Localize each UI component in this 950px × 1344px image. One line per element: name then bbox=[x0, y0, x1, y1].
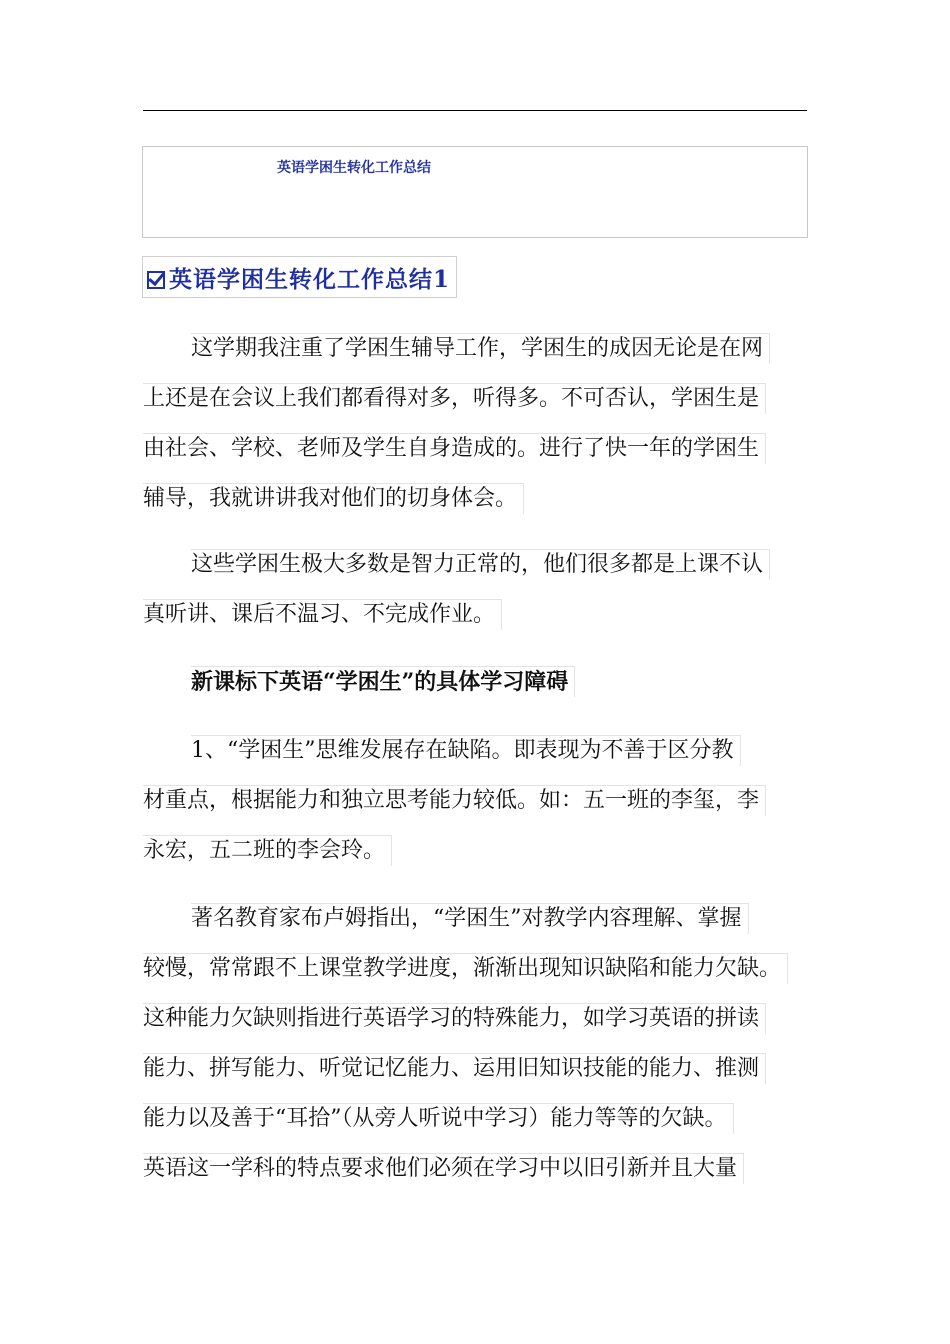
top-rule bbox=[143, 110, 807, 111]
text-line: 上还是在会议上我们都看得对多，听得多。不可否认，学困生是 bbox=[143, 381, 813, 431]
subheading bbox=[143, 664, 813, 714]
section-heading-text: 英语学困生转化工作总结1 bbox=[169, 265, 451, 293]
text-line: 著名教育家布卢姆指出，“学困生”对教学内容理解、掌握 bbox=[143, 901, 813, 951]
paragraph bbox=[143, 331, 813, 531]
text-line: 英语这一学科的特点要求他们必须在学习中以旧引新并且大量 bbox=[143, 1151, 813, 1201]
text-line: 由社会、学校、老师及学生自身造成的。进行了快一年的学困生 bbox=[143, 431, 813, 481]
text-line: 这学期我注重了学困生辅导工作，学困生的成因无论是在网 bbox=[143, 331, 813, 381]
text-line: 这些学困生极大多数是智力正常的，他们很多都是上课不认 bbox=[143, 547, 813, 597]
text-line: 较慢，常常跟不上课堂教学进度，渐渐出现知识缺陷和能力欠缺。 bbox=[143, 951, 813, 1001]
text-line: 能力以及善于“耳拾”（从旁人听说中学习）能力等等的欠缺。 bbox=[143, 1101, 813, 1151]
section-heading bbox=[142, 256, 457, 298]
text-line: 真听讲、课后不温习、不完成作业。 bbox=[143, 597, 813, 647]
header-box bbox=[142, 146, 808, 238]
text-line: 1、“学困生”思维发展存在缺陷。即表现为不善于区分教 bbox=[143, 733, 813, 783]
header-title: 英语学困生转化工作总结 bbox=[277, 160, 431, 176]
text-line: 永宏，五二班的李会玲。 bbox=[143, 833, 813, 883]
checkbox-checked-icon bbox=[147, 271, 165, 289]
paragraph bbox=[143, 733, 813, 883]
text-line: 辅导，我就讲讲我对他们的切身体会。 bbox=[143, 481, 813, 531]
paragraph bbox=[143, 547, 813, 647]
text-line: 材重点，根据能力和独立思考能力较低。如：五一班的李玺，李 bbox=[143, 783, 813, 833]
text-line: 新课标下英语“学困生”的具体学习障碍 bbox=[143, 664, 813, 714]
text-line: 能力、拼写能力、听觉记忆能力、运用旧知识技能的能力、推测 bbox=[143, 1051, 813, 1101]
text-line: 这种能力欠缺则指进行英语学习的特殊能力，如学习英语的拼读 bbox=[143, 1001, 813, 1051]
paragraph bbox=[143, 901, 813, 1201]
